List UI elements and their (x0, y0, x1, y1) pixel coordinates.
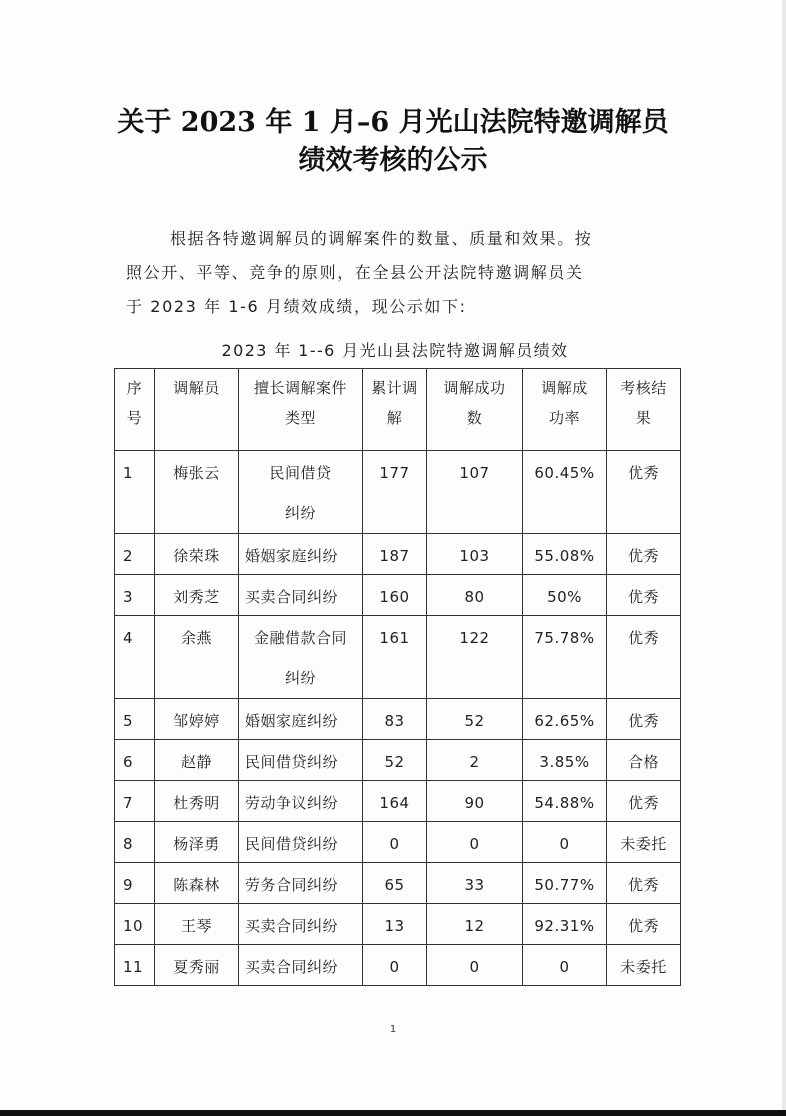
cell-index: 9 (115, 863, 155, 904)
cell-rate: 50.77% (523, 863, 607, 904)
document-title-line-2: 绩效考核的公示 (298, 145, 488, 176)
cell-case-type: 婚姻家庭纠纷 (239, 699, 363, 740)
table-row (115, 616, 681, 699)
cell-index: 10 (115, 904, 155, 945)
cell-result: 优秀 (607, 575, 681, 616)
cell-mediator: 赵静 (155, 740, 239, 781)
cell-rate: 55.08% (523, 534, 607, 575)
cell-mediator: 邹婷婷 (155, 699, 239, 740)
cell-result: 优秀 (607, 616, 681, 699)
cell-rate: 0 (523, 945, 607, 986)
cell-result: 未委托 (607, 822, 681, 863)
document-title-line-1: 关于 2023 年 1 月–6 月光山法院特邀调解员 (117, 107, 669, 138)
cell-total: 65 (363, 863, 427, 904)
cell-success: 107 (427, 451, 523, 534)
cell-success: 33 (427, 863, 523, 904)
cell-index: 11 (115, 945, 155, 986)
cell-case-type: 买卖合同纠纷 (239, 945, 363, 986)
cell-index: 8 (115, 822, 155, 863)
cell-total: 0 (363, 945, 427, 986)
cell-success: 0 (427, 822, 523, 863)
cell-result: 优秀 (607, 863, 681, 904)
cell-rate: 3.85% (523, 740, 607, 781)
cell-success: 52 (427, 699, 523, 740)
cell-index: 3 (115, 575, 155, 616)
cell-success: 103 (427, 534, 523, 575)
cell-rate: 50% (523, 575, 607, 616)
mediator-performance-table (114, 368, 681, 986)
cell-mediator: 刘秀芝 (155, 575, 239, 616)
cell-result: 优秀 (607, 534, 681, 575)
cell-index: 2 (115, 534, 155, 575)
header-total-mediated: 累计调 解 (363, 369, 427, 451)
cell-index: 5 (115, 699, 155, 740)
table-header-row (115, 369, 681, 451)
cell-rate: 62.65% (523, 699, 607, 740)
cell-success: 122 (427, 616, 523, 699)
cell-mediator: 梅张云 (155, 451, 239, 534)
table-row (115, 740, 681, 781)
table-caption: 2023 年 1--6 月光山县法院特邀调解员绩效 (221, 341, 569, 360)
cell-total: 177 (363, 451, 427, 534)
table-row (115, 904, 681, 945)
cell-result: 优秀 (607, 904, 681, 945)
table-row (115, 863, 681, 904)
cell-total: 187 (363, 534, 427, 575)
cell-result: 优秀 (607, 781, 681, 822)
page-number: 1 (389, 1024, 397, 1035)
cell-rate: 54.88% (523, 781, 607, 822)
cell-index: 6 (115, 740, 155, 781)
cell-case-type: 民间借贷纠纷 (239, 822, 363, 863)
table-row (115, 822, 681, 863)
cell-mediator: 余燕 (155, 616, 239, 699)
cell-mediator: 王琴 (155, 904, 239, 945)
cell-success: 0 (427, 945, 523, 986)
header-index: 序 号 (115, 369, 155, 451)
cell-mediator: 陈森林 (155, 863, 239, 904)
scan-edge-right (782, 0, 786, 1116)
header-result: 考核结 果 (607, 369, 681, 451)
table-row (115, 575, 681, 616)
cell-case-type: 劳务合同纠纷 (239, 863, 363, 904)
cell-case-type: 买卖合同纠纷 (239, 904, 363, 945)
cell-case-type: 金融借款合同 纠纷 (239, 616, 363, 699)
cell-total: 160 (363, 575, 427, 616)
cell-total: 13 (363, 904, 427, 945)
scan-edge-bottom (0, 1110, 786, 1116)
cell-total: 161 (363, 616, 427, 699)
cell-result: 未委托 (607, 945, 681, 986)
header-case-type: 擅长调解案件 类型 (239, 369, 363, 451)
cell-mediator: 杨泽勇 (155, 822, 239, 863)
cell-result: 合格 (607, 740, 681, 781)
table-row (115, 451, 681, 534)
cell-case-type: 民间借贷 纠纷 (239, 451, 363, 534)
cell-mediator: 杜秀明 (155, 781, 239, 822)
cell-result: 优秀 (607, 699, 681, 740)
cell-case-type: 买卖合同纠纷 (239, 575, 363, 616)
intro-paragraph-line-1: 根据各特邀调解员的调解案件的数量、质量和效果。按 (170, 229, 593, 248)
cell-index: 7 (115, 781, 155, 822)
cell-index: 4 (115, 616, 155, 699)
header-success-count: 调解成功 数 (427, 369, 523, 451)
header-success-rate: 调解成 功率 (523, 369, 607, 451)
cell-case-type: 婚姻家庭纠纷 (239, 534, 363, 575)
cell-total: 83 (363, 699, 427, 740)
table-row (115, 534, 681, 575)
cell-success: 80 (427, 575, 523, 616)
cell-case-type: 民间借贷纠纷 (239, 740, 363, 781)
table-row (115, 945, 681, 986)
cell-rate: 0 (523, 822, 607, 863)
cell-success: 12 (427, 904, 523, 945)
cell-success: 90 (427, 781, 523, 822)
cell-success: 2 (427, 740, 523, 781)
cell-mediator: 徐荣珠 (155, 534, 239, 575)
intro-paragraph-line-3: 于 2023 年 1-6 月绩效成绩，现公示如下: (126, 297, 467, 316)
intro-paragraph-line-2: 照公开、平等、竞争的原则，在全县公开法院特邀调解员关 (126, 263, 584, 282)
cell-result: 优秀 (607, 451, 681, 534)
table-row (115, 781, 681, 822)
cell-total: 0 (363, 822, 427, 863)
cell-total: 52 (363, 740, 427, 781)
cell-rate: 92.31% (523, 904, 607, 945)
header-mediator: 调解员 (155, 369, 239, 451)
cell-index: 1 (115, 451, 155, 534)
cell-mediator: 夏秀丽 (155, 945, 239, 986)
cell-case-type: 劳动争议纠纷 (239, 781, 363, 822)
cell-rate: 75.78% (523, 616, 607, 699)
cell-total: 164 (363, 781, 427, 822)
cell-rate: 60.45% (523, 451, 607, 534)
table-row (115, 699, 681, 740)
